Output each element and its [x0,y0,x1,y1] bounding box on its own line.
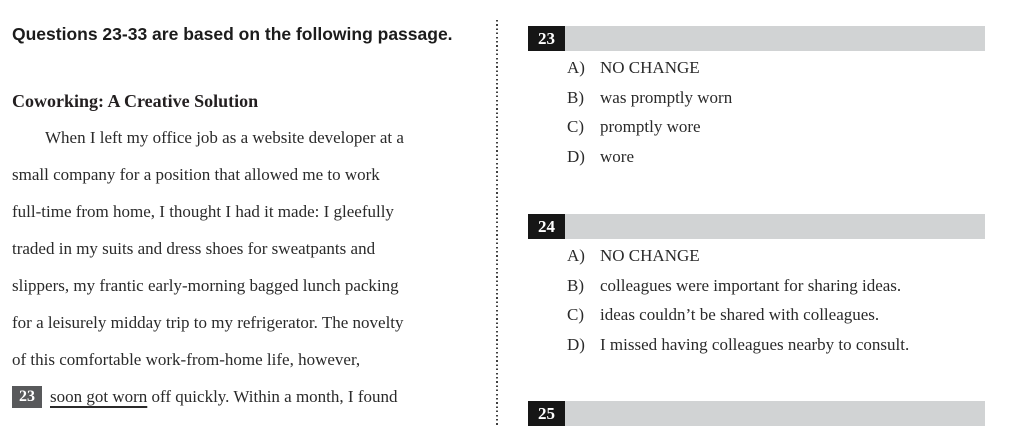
question-24-header-bar [528,214,985,239]
passage-line: full-time from home, I thought I had it made: I gleefully [12,202,394,221]
choice-letter: D) [567,146,585,166]
choice-row [567,300,985,330]
passage-line: small company for a position that allowed me to work [12,165,380,184]
column-divider [496,20,498,426]
passage-line: for a leisurely midday trip to my refrigerator. The novelty [12,313,404,332]
choice-row [567,142,985,172]
choice-letter: D) [567,334,585,354]
choice-letter: C) [567,117,584,136]
passage-intro-heading: Questions 23-33 are based on the following passage. [12,24,453,44]
choice-letter: A) [567,246,585,265]
choice-text: NO CHANGE [600,246,700,265]
choice-row [567,330,985,360]
choice-row [567,83,985,113]
choice-letter: C) [567,305,584,324]
choice-text: wore [600,146,634,166]
choice-row [567,271,985,301]
passage-title: Coworking: A Creative Solution [12,91,259,111]
passage-line: of this comfortable work-from-home life, however, [12,350,361,369]
choice-letter: B) [567,275,584,295]
question-23 [528,26,985,171]
question-25-number: 25 [528,401,565,426]
question-23-header-bar [528,26,985,51]
question-23-number: 23 [528,26,565,51]
choice-row [567,241,985,271]
choice-text: was promptly worn [600,87,733,107]
choice-text: ideas couldn’t be shared with colleagues. [600,305,880,324]
passage-line: slippers, my frantic early-morning bagged lunch packing [12,276,399,295]
passage-line: traded in my suits and dress shoes for sweatpants and [12,239,376,258]
question-24-number: 24 [528,214,565,239]
passage-line-with-marker [12,378,490,415]
choice-text: colleagues were important for sharing ideas. [600,275,902,295]
question-24-choices [528,241,985,359]
choice-text: I missed having colleagues nearby to consult. [600,334,910,354]
question-23-inline-marker: 23 [12,386,42,408]
passage-column [12,0,490,415]
passage-body [12,119,490,415]
passage-line-rest: off quickly. Within a month, I found [147,387,398,406]
question-25-header-bar [528,401,985,426]
choice-letter: A) [567,58,585,77]
choice-text: promptly wore [600,117,701,136]
question-25 [528,401,985,426]
choice-letter: B) [567,87,584,107]
choice-row [567,53,985,83]
underlined-phrase: soon got worn [50,387,148,406]
choice-text: NO CHANGE [600,58,700,77]
question-24 [528,214,985,359]
choice-row [567,112,985,142]
passage-line: When I left my office job as a website developer at a [45,128,404,147]
question-23-choices [528,53,985,171]
